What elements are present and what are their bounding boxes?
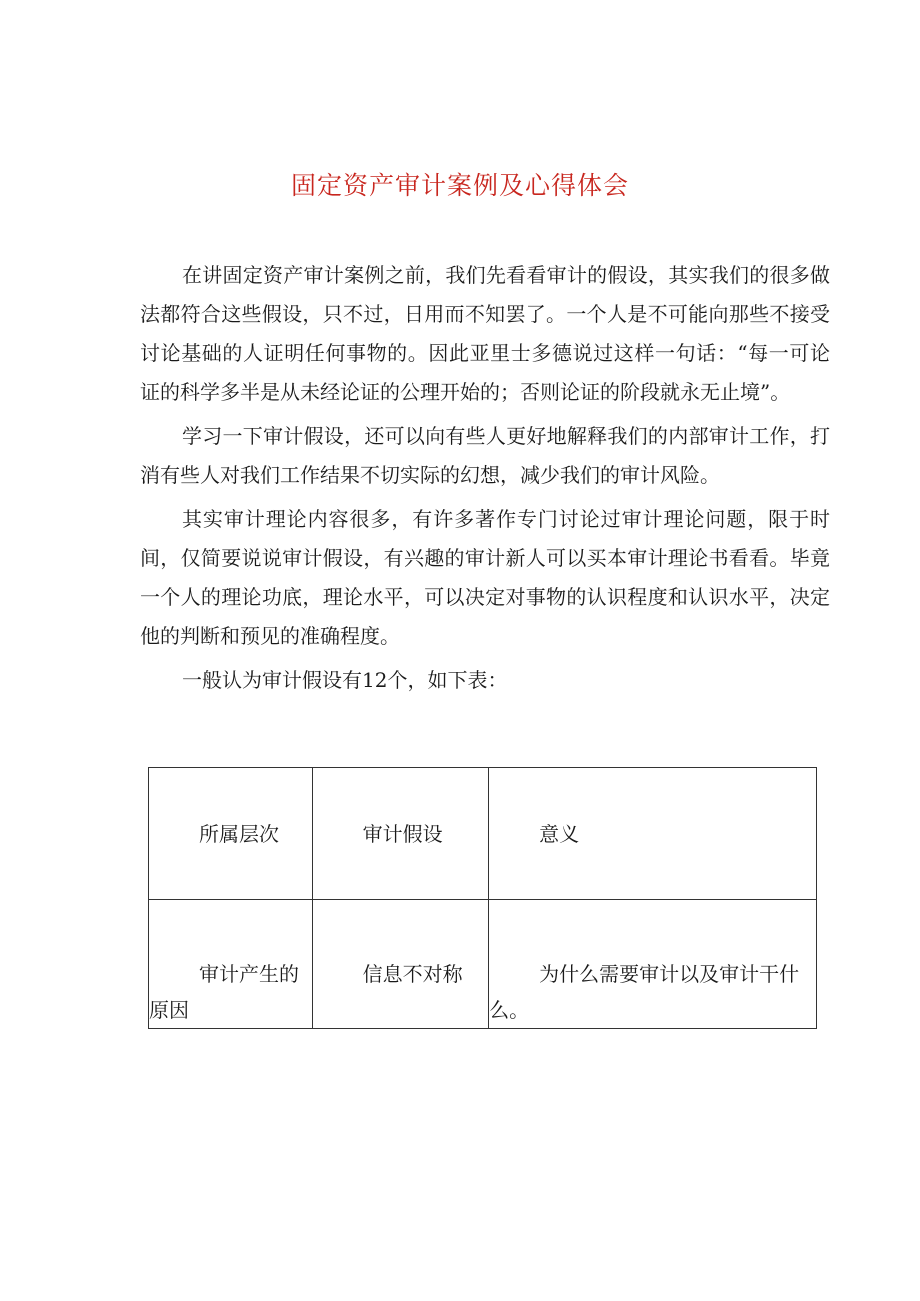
header-cell-level: [149, 768, 313, 900]
paragraph-intro: 在讲固定资产审计案例之前，我们先看看审计的假设，其实我们的很多做法都符合这些假设，只不过，日用而不知罢了。一个人是不可能向那些不接受讨论基础的人证明任何事物的。因此亚里士多德说过这样一句话：“每一可论证的科学多半是从未经论证的公理开始的；否则论证的阶段就永无止境”。: [140, 263, 830, 404]
header-assumption-text: 审计假设: [362, 822, 443, 846]
cell-level: [149, 900, 313, 1029]
header-level-text: 所属层次: [199, 822, 279, 846]
cell-assumption: [312, 900, 489, 1029]
header-cell-assumption: [312, 768, 489, 900]
cell-level-text: 审计产生的原因: [149, 962, 299, 1022]
cell-meaning-text: 为什么需要审计以及审计干什么。: [489, 962, 800, 1022]
paragraph-table-intro: 一般认为审计假设有12个，如下表：: [182, 668, 508, 692]
audit-assumptions-table: [148, 767, 817, 1029]
cell-assumption-text: 信息不对称: [362, 962, 463, 986]
cell-meaning: [489, 900, 817, 1029]
paragraph-theory: 其实审计理论内容很多，有许多著作专门讨论过审计理论问题，限于时间，仅简要说说审计假设，有兴趣的审计新人可以买本审计理论书看看。毕竟一个人的理论功底，理论水平，可以决定对事物的认识程度和认识水平，决定他的判断和预见的准确程度。: [140, 507, 830, 648]
table-row: [149, 900, 817, 1029]
document-body: [140, 256, 830, 705]
header-cell-meaning: [489, 768, 817, 900]
document-title: 固定资产审计案例及心得体会: [290, 171, 629, 200]
header-meaning-text: 意义: [539, 822, 580, 846]
table-header-row: [149, 768, 817, 900]
paragraph-purpose: 学习一下审计假设，还可以向有些人更好地解释我们的内部审计工作，打消有些人对我们工作结果不切实际的幻想，减少我们的审计风险。: [140, 424, 830, 487]
